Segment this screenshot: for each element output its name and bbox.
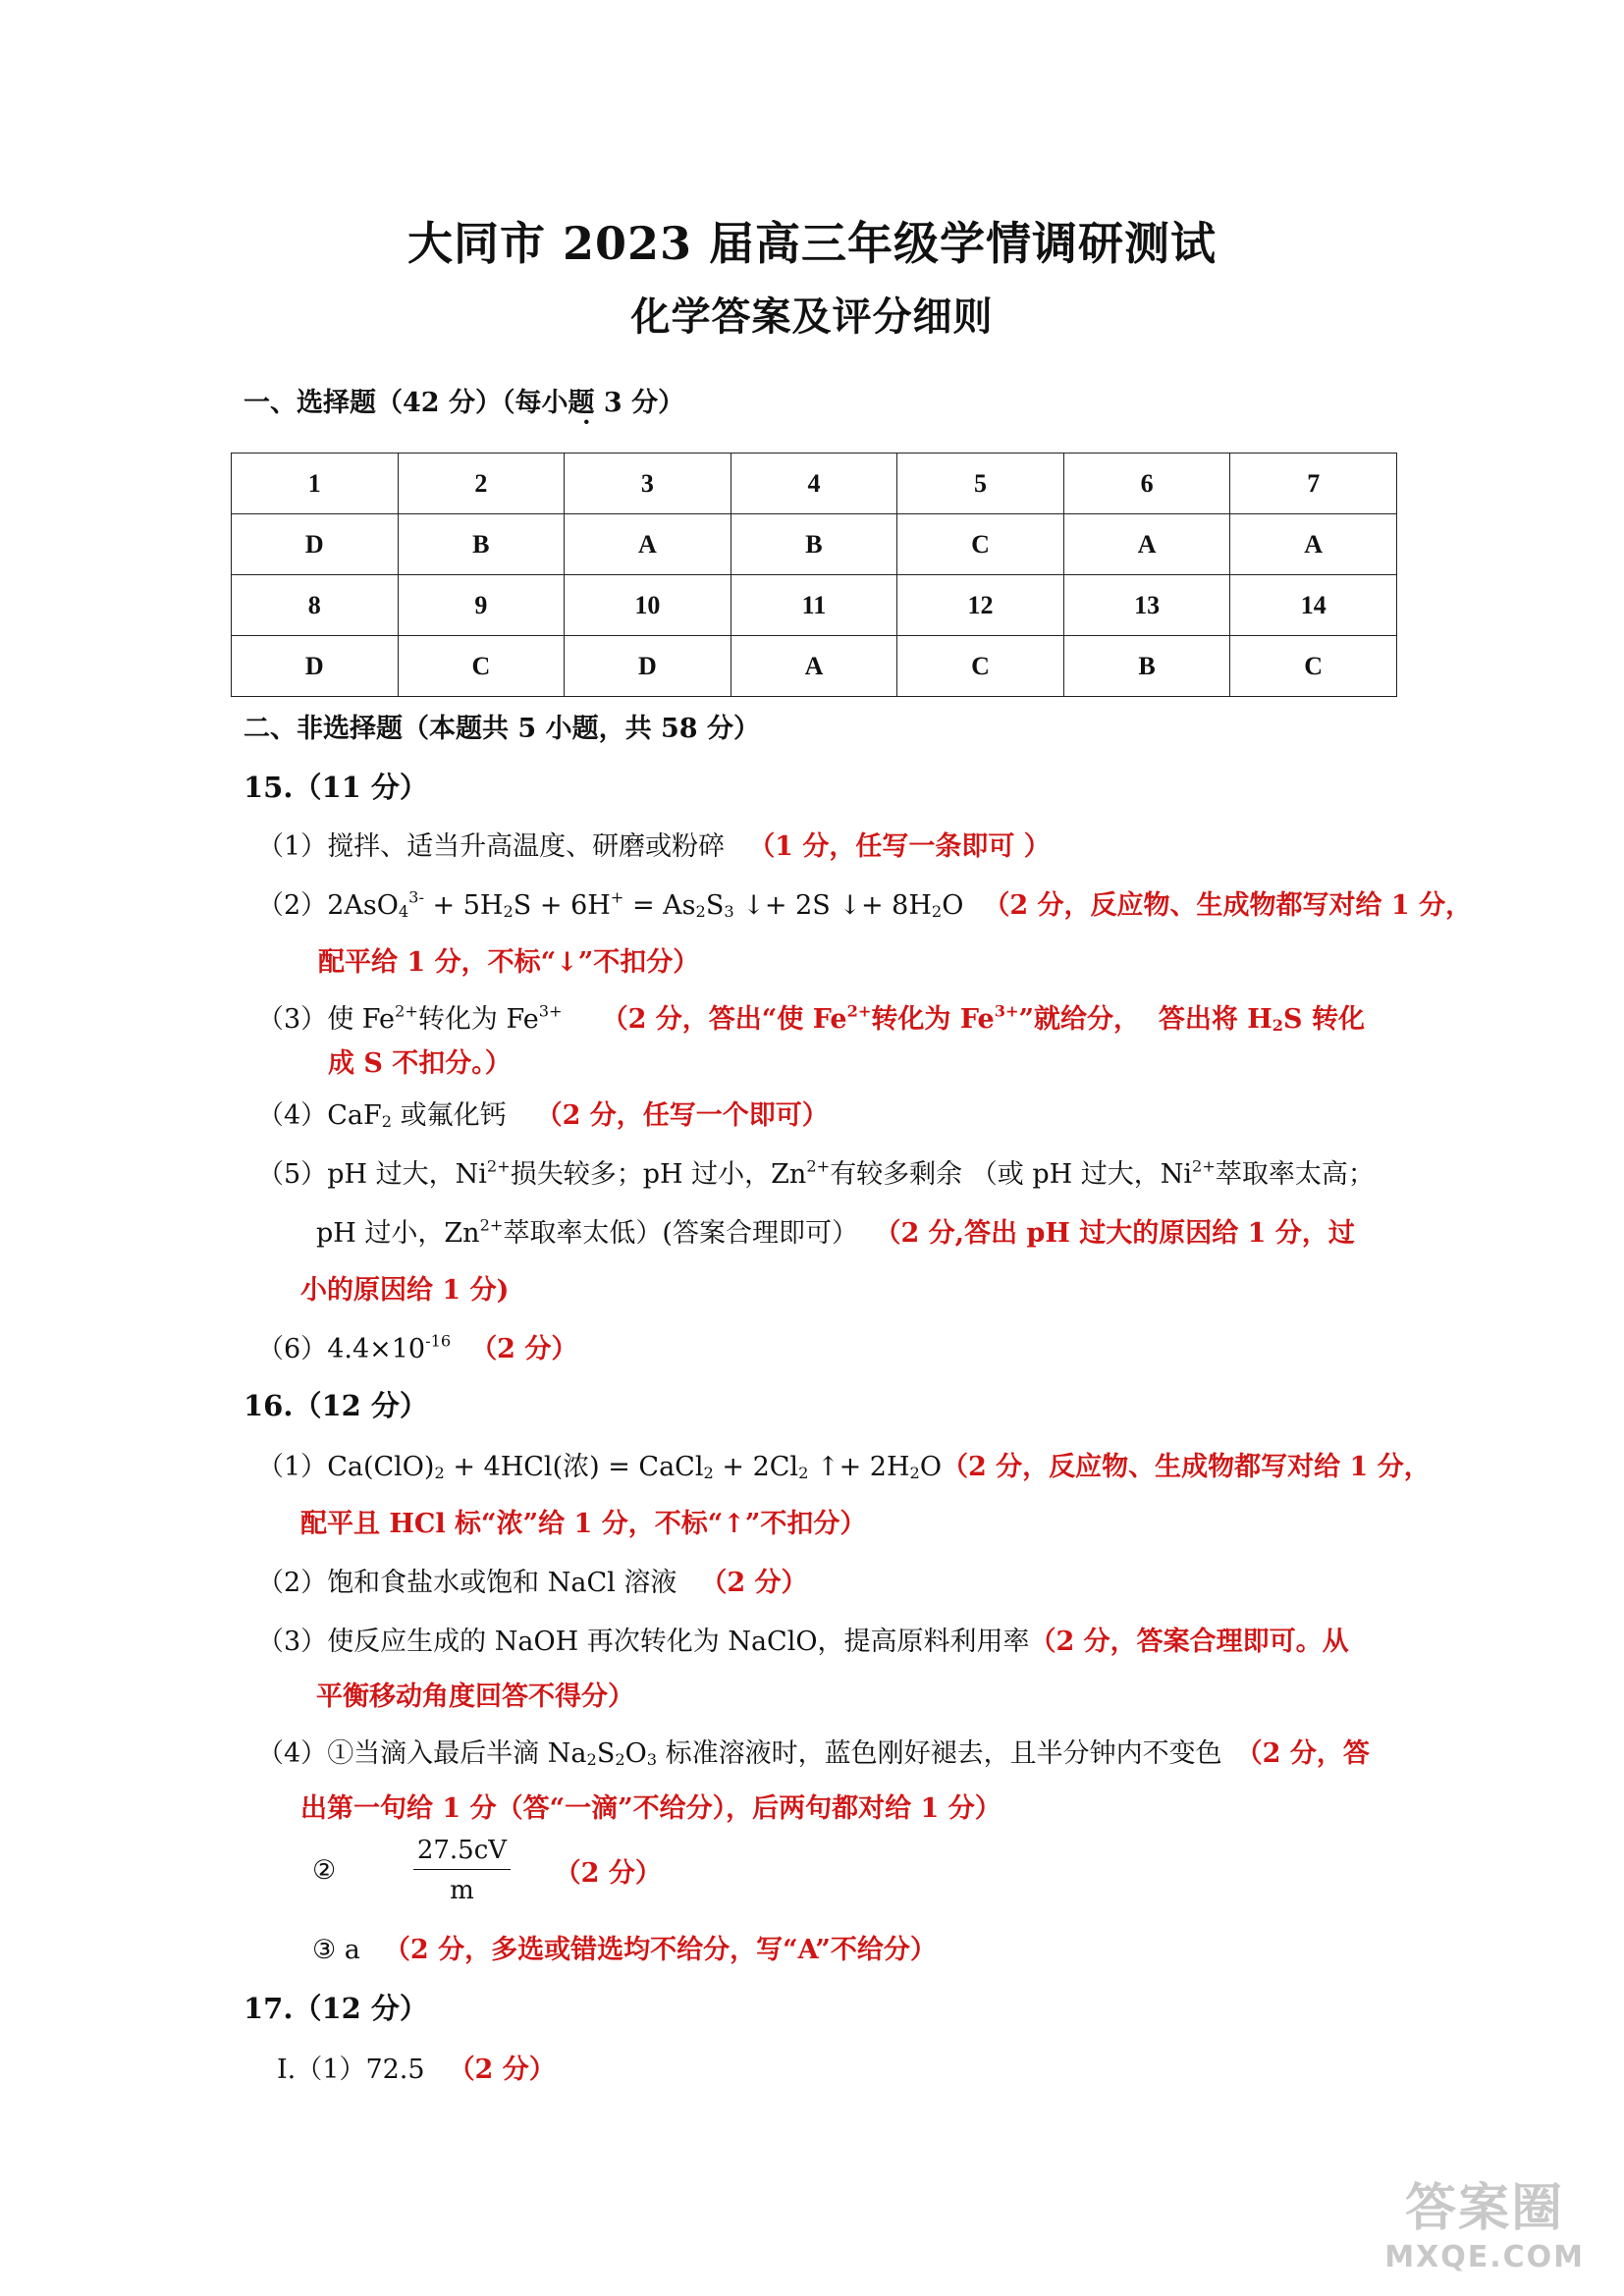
q15-part-4: （4）CaF$_2$ 或氟化钙 （2 分，任写一个即可） — [257, 1100, 829, 1132]
q15-part-6: $(6)4.4\times 10^{-16}$ （2 分） — [257, 1331, 578, 1364]
q15-part-2-score-cont: 配平给 1 分，不标“↓”不扣分） — [318, 947, 700, 978]
table-cell: 8 — [232, 575, 399, 636]
table-cell: C — [897, 636, 1064, 697]
q15-part-3: （3）使 $Fe^{2+}$转化为 $Fe^{3+}$ （2 分，答出“使 $Fe^{2+}$转化为 $Fe^{3+}$”就给分， 答出将 $H_2S$ 转化 — [257, 1001, 1365, 1036]
question-17-heading: 17.（12 分） — [244, 1992, 428, 2025]
q16-part-4: （4）①当滴入最后半滴 $Na_2S_2O_3$ 标准溶液时，蓝色刚好褪去，且半分钟内不变色 （2 分，答 — [257, 1738, 1370, 1770]
table-cell: C — [897, 514, 1064, 575]
table-cell: 1 — [232, 454, 399, 514]
q16-part-2: （2）饱和食盐水或饱和 NaCl 溶液 （2 分） — [257, 1568, 808, 1598]
table-row — [232, 636, 1397, 697]
table-cell: 7 — [1230, 454, 1397, 514]
table-cell: B — [1063, 636, 1230, 697]
watermark-logo: 答案圈 MXQE.COM — [1384, 2179, 1585, 2274]
table-cell: 9 — [398, 575, 565, 636]
table-cell: A — [1063, 514, 1230, 575]
table-cell: D — [565, 636, 731, 697]
table-cell: B — [398, 514, 565, 575]
table-cell: 5 — [897, 454, 1064, 514]
table-cell: 10 — [565, 575, 731, 636]
q15-part-2: $(2)2AsO_4^{3-} + 5H_2S + 6H^+ = As_2S_3$ ↓+ 2S ↓+ $8H_2O$ （2 分，反应物、生成物都写对给 1 分， — [257, 887, 1473, 922]
q15-part-1: （1）搅拌、适当升高温度、研磨或粉碎 （1 分，任写一条即可 ） — [257, 831, 1051, 862]
table-cell: C — [1230, 636, 1397, 697]
q15-part-5: （5）pH 过大，$Ni^{2+}$损失较多；pH 过小，$Zn^{2+}$有较多剩余 （或 pH 过大，$Ni^{2+}$萃取率太高； — [257, 1156, 1375, 1190]
table-cell: A — [565, 514, 731, 575]
table-cell: 6 — [1063, 454, 1230, 514]
q16-part-4-score-cont: 出第一句给 1 分（答“一滴”不给分），后两句都对给 1 分） — [300, 1793, 1001, 1824]
q16-part-1: $(1)Ca(ClO)_2 + 4HCl$(浓) = CaCl$_2$ + $2Cl_2$ ↑+ $2H_2O(2$ 分，反应物、生成物都写对给 1 分， — [257, 1452, 1431, 1483]
question-15-heading: 15.（11 分） — [244, 771, 428, 804]
q15-part-3-score-cont: 成 S 不扣分。） — [328, 1048, 512, 1079]
fraction: $\frac{27.5cV}{m}$ — [413, 1836, 511, 1905]
table-cell: A — [731, 636, 897, 697]
section-1-heading: 一、选择题（42 分）（每小题 3 分 ·） — [244, 381, 684, 419]
q16-part-3-score-cont: 平衡移动角度回答不得分） — [316, 1682, 634, 1712]
table-cell: D — [232, 514, 399, 575]
answer-table — [231, 453, 1397, 697]
table-cell: 3 — [565, 454, 731, 514]
q16-part-1-score-cont: 配平且 HCl 标“浓”给 1 分，不标“↑”不扣分） — [300, 1509, 867, 1539]
page-subtitle: 化学答案及评分细则 — [630, 294, 994, 340]
q16-part-4b: ② $\frac{27.5cV}{m}$ （2 分） — [312, 1836, 662, 1905]
table-row — [232, 454, 1397, 514]
table-cell: 14 — [1230, 575, 1397, 636]
table-cell: C — [398, 636, 565, 697]
q15-part-5-cont: pH 过小，$Zn^{2+}$萃取率太低）(答案合理即可） （2 分,答出 pH 过大的原因给 1 分，过 — [316, 1215, 1355, 1249]
section-2-heading: 二、非选择题（本题共 5 小题，共 58 分） — [244, 714, 760, 744]
q15-part-5-score-cont: 小的原因给 1 分) — [300, 1275, 510, 1306]
table-row — [232, 514, 1397, 575]
q16-part-3: （3）使反应生成的 NaOH 再次转化为 NaClO，提高原料利用率（2 分，答案合理即可。从 — [257, 1627, 1349, 1657]
table-cell: 12 — [897, 575, 1064, 636]
table-row — [232, 575, 1397, 636]
q17-part-1: Ⅰ.（1）72.5 （2 分） — [277, 2055, 556, 2085]
q16-part-4c: ③ a （2 分，多选或错选均不给分，写“A”不给分） — [312, 1935, 937, 1965]
table-cell: 13 — [1063, 575, 1230, 636]
question-16-heading: 16.（12 分） — [244, 1389, 428, 1422]
page-title: 大同市 2023 届高三年级学情调研测试 — [406, 217, 1218, 270]
table-cell: 2 — [398, 454, 565, 514]
table-cell: D — [232, 636, 399, 697]
table-cell: B — [731, 514, 897, 575]
table-cell: A — [1230, 514, 1397, 575]
table-cell: 11 — [731, 575, 897, 636]
table-cell: 4 — [731, 454, 897, 514]
